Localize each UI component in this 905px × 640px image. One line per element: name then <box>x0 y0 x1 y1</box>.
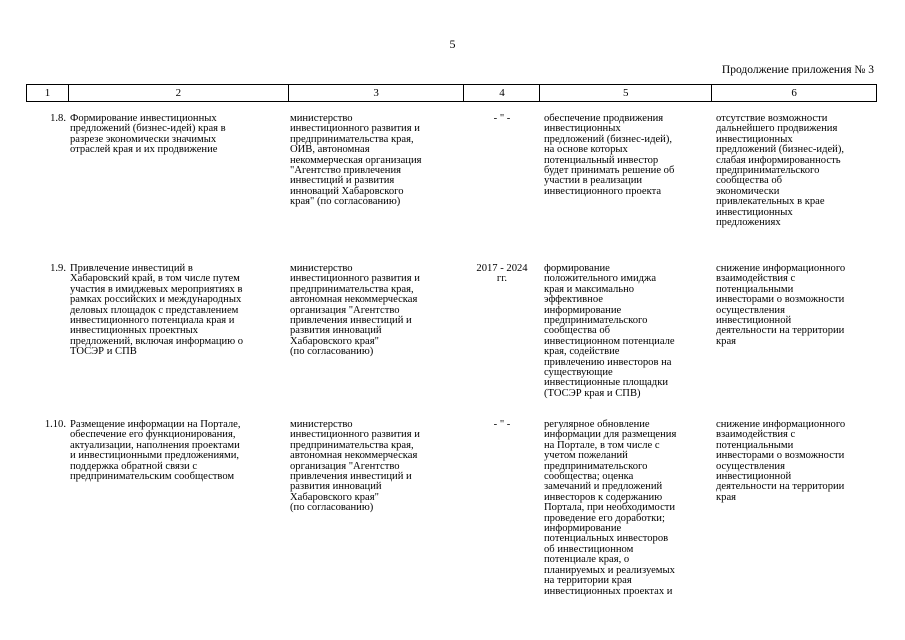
row-term: 2017 - 2024 гг. <box>476 263 528 285</box>
header-col-2: 2 <box>69 85 289 101</box>
row-number: 1.8. <box>50 113 66 124</box>
row-event: Привлечение инвестиций в Хабаровский край, в том числе путем участия в имиджевых мероприятиях в рамках российских и международных деловых площадок с представлением инвестиционного потенциала края и инвестиционных проектных предложений, включая информацию о ТОСЭР и СПВ <box>70 263 244 358</box>
row-term: - " - <box>493 419 511 430</box>
row-event: Размещение информации на Портале, обеспечение его функционирования, актуализации, наполнения проектами и инвестиционными предложениями, поддержка обратной связи с предпринимательским сообществом <box>70 419 241 483</box>
row-number: 1.9. <box>50 263 66 274</box>
header-col-3: 3 <box>289 85 465 101</box>
row-executor: министерство инвестиционного развития и предпринимательства края, автономная некоммерческая организация "Агентство привлечения инвестиций и развития инноваций Хабаровского края" (по согласованию) <box>290 419 420 514</box>
continuation-label: Продолжение приложения № 3 <box>721 64 874 76</box>
row-result: регулярное обновление информации для размещения на Портале, в том числе с учетом пожеланий предпринимательского сообщества; оценка замечаний и предложений инвесторов к содержанию Портала, при необходимости проведение его доработки; информирование потенциальных инвесторов об инвестиционном потенциале края, о планируемых и реализуемых на территории края инвестиционных проектах и <box>544 419 677 597</box>
header-col-5: 5 <box>540 85 712 101</box>
row-number: 1.10. <box>44 419 66 430</box>
row-result: формирование положительного имиджа края и максимально эффективное информирование предпринимательского сообщества об инвестиционном потенциале края, содействие привлечению инвесторов на существующие инвестиционные площадки (ТОСЭР края и СПВ) <box>544 263 675 399</box>
page-number: 5 <box>449 37 456 51</box>
header-col-1: 1 <box>27 85 69 101</box>
row-consequence: снижение информационного взаимодействия с потенциальными инвесторами о возможности осуществления инвестиционной деятельности на территории края <box>716 263 846 347</box>
header-col-4: 4 <box>464 85 540 101</box>
row-event: Формирование инвестиционных предложений (бизнес-идей) края в разрезе экономически значимых отраслей края и их продвижение <box>70 113 226 156</box>
header-col-6: 6 <box>712 85 877 101</box>
row-executor: министерство инвестиционного развития и предпринимательства края, ОИВ, автономная некоммерческая организация "Агентство привлечения инвестиций и развития инноваций Хабаровского края" (по согласованию) <box>290 113 422 208</box>
row-consequence: снижение информационного взаимодействия с потенциальными инвесторами о возможности осуществления инвестиционной деятельности на территории края <box>716 419 846 503</box>
table-header <box>26 84 877 102</box>
row-term: - " - <box>493 113 511 124</box>
row-executor: министерство инвестиционного развития и предпринимательства края, автономная некоммерческая организация "Агентство привлечения инвестиций и развития инноваций Хабаровского края" (по согласованию) <box>290 263 420 358</box>
row-consequence: отсутствие возможности дальнейшего продвижения инвестиционных предложений (бизнес-идей), слабая информированность предпринимательского сообщества об экономически привлекательных в крае инвестиционных предложениях <box>716 113 845 229</box>
row-result: обеспечение продвижения инвестиционных предложений (бизнес-идей), на основе которых потенциальный инвестор будет принимать решение об участии в реализации инвестиционного проекта <box>544 113 675 197</box>
